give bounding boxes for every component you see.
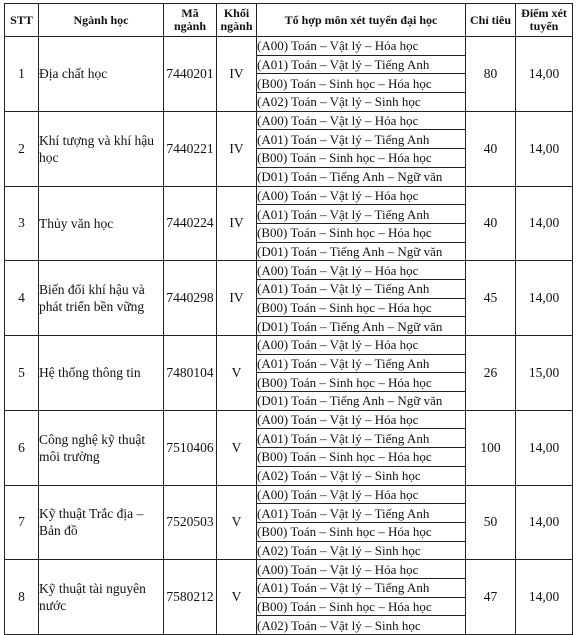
header-score: Điểm xét tuyển — [516, 4, 573, 37]
header-combos: Tổ hợp môn xét tuyển đại học — [257, 4, 466, 37]
row-group: V — [217, 560, 257, 635]
table-row — [5, 261, 573, 280]
row-combo: (A00) Toán – Vật lý – Hóa học — [257, 410, 466, 429]
row-group: V — [217, 336, 257, 411]
row-stt: 7 — [5, 485, 39, 560]
row-combo: (A02) Toán – Vật lý – Sinh học — [257, 93, 466, 112]
row-quota: 26 — [466, 336, 516, 411]
row-combo: (D01) Toán – Tiếng Anh – Ngữ văn — [257, 392, 466, 411]
row-combo: (B00) Toán – Sinh học – Hóa học — [257, 448, 466, 467]
row-score: 14,00 — [516, 261, 573, 336]
row-code: 7440298 — [164, 261, 217, 336]
row-combo: (A01) Toán – Vật lý – Tiếng Anh — [257, 504, 466, 523]
row-combo: (A01) Toán – Vật lý – Tiếng Anh — [257, 429, 466, 448]
header-major: Ngành học — [39, 4, 164, 37]
header-group: Khối ngành — [217, 4, 257, 37]
row-score: 14,00 — [516, 410, 573, 485]
row-group: IV — [217, 186, 257, 261]
row-combo: (D01) Toán – Tiếng Anh – Ngữ văn — [257, 242, 466, 261]
row-combo: (D01) Toán – Tiếng Anh – Ngữ văn — [257, 317, 466, 336]
row-major: Hệ thống thông tin — [39, 336, 164, 411]
row-combo: (A00) Toán – Vật lý – Hóa học — [257, 485, 466, 504]
row-combo: (B00) Toán – Sinh học – Hóa học — [257, 298, 466, 317]
row-score: 14,00 — [516, 37, 573, 112]
row-group: IV — [217, 37, 257, 112]
row-combo: (A00) Toán – Vật lý – Hóa học — [257, 186, 466, 205]
table-row — [5, 410, 573, 429]
row-code: 7440201 — [164, 37, 217, 112]
row-combo: (B00) Toán – Sinh học – Hóa học — [257, 522, 466, 541]
row-combo: (A02) Toán – Vật lý – Sinh học — [257, 616, 466, 635]
table-row — [5, 186, 573, 205]
row-combo: (A00) Toán – Vật lý – Hóa học — [257, 111, 466, 130]
row-code: 7440224 — [164, 186, 217, 261]
row-group: V — [217, 410, 257, 485]
row-combo: (B00) Toán – Sinh học – Hóa học — [257, 223, 466, 242]
row-stt: 1 — [5, 37, 39, 112]
row-stt: 2 — [5, 111, 39, 186]
row-combo: (A01) Toán – Vật lý – Tiếng Anh — [257, 578, 466, 597]
row-combo: (A01) Toán – Vật lý – Tiếng Anh — [257, 279, 466, 298]
header-stt: STT — [5, 4, 39, 37]
row-combo: (A01) Toán – Vật lý – Tiếng Anh — [257, 205, 466, 224]
row-stt: 4 — [5, 261, 39, 336]
table-row — [5, 37, 573, 56]
row-combo: (A00) Toán – Vật lý – Hóa học — [257, 37, 466, 56]
row-combo: (A00) Toán – Vật lý – Hóa học — [257, 336, 466, 355]
row-group: V — [217, 485, 257, 560]
row-combo: (A01) Toán – Vật lý – Tiếng Anh — [257, 354, 466, 373]
row-code: 7440221 — [164, 111, 217, 186]
row-combo: (D01) Toán – Tiếng Anh – Ngữ văn — [257, 167, 466, 186]
row-major: Biến đổi khí hậu và phát triển bền vững — [39, 261, 164, 336]
row-major: Thủy văn học — [39, 186, 164, 261]
row-combo: (B00) Toán – Sinh học – Hóa học — [257, 74, 466, 93]
row-combo: (B00) Toán – Sinh học – Hóa học — [257, 373, 466, 392]
row-combo: (A01) Toán – Vật lý – Tiếng Anh — [257, 130, 466, 149]
row-combo: (A00) Toán – Vật lý – Hóa học — [257, 560, 466, 579]
row-code: 7510406 — [164, 410, 217, 485]
row-combo: (A02) Toán – Vật lý – Sinh học — [257, 541, 466, 560]
header-row — [5, 4, 573, 37]
table-body — [5, 37, 573, 635]
row-quota: 40 — [466, 111, 516, 186]
row-group: IV — [217, 111, 257, 186]
table-row — [5, 485, 573, 504]
row-score: 14,00 — [516, 111, 573, 186]
row-score: 14,00 — [516, 485, 573, 560]
row-quota: 100 — [466, 410, 516, 485]
row-score: 14,00 — [516, 560, 573, 635]
row-combo: (A02) Toán – Vật lý – Sinh học — [257, 466, 466, 485]
row-quota: 80 — [466, 37, 516, 112]
table-row — [5, 111, 573, 130]
row-code: 7580212 — [164, 560, 217, 635]
row-group: IV — [217, 261, 257, 336]
header-quota: Chỉ tiêu — [466, 4, 516, 37]
row-combo: (A00) Toán – Vật lý – Hóa học — [257, 261, 466, 280]
row-stt: 6 — [5, 410, 39, 485]
row-major: Kỹ thuật Trắc địa – Bản đồ — [39, 485, 164, 560]
table-row — [5, 336, 573, 355]
row-code: 7520503 — [164, 485, 217, 560]
table-row — [5, 560, 573, 579]
row-score: 14,00 — [516, 186, 573, 261]
row-major: Khí tượng và khí hậu học — [39, 111, 164, 186]
row-major: Công nghệ kỹ thuật môi trường — [39, 410, 164, 485]
row-combo: (B00) Toán – Sinh học – Hóa học — [257, 597, 466, 616]
row-quota: 50 — [466, 485, 516, 560]
row-combo: (B00) Toán – Sinh học – Hóa học — [257, 149, 466, 168]
row-stt: 8 — [5, 560, 39, 635]
admission-table — [4, 3, 573, 635]
row-major: Kỹ thuật tài nguyên nước — [39, 560, 164, 635]
row-major: Địa chất học — [39, 37, 164, 112]
row-stt: 3 — [5, 186, 39, 261]
row-stt: 5 — [5, 336, 39, 411]
row-code: 7480104 — [164, 336, 217, 411]
row-quota: 40 — [466, 186, 516, 261]
header-code: Mã ngành — [164, 4, 217, 37]
row-score: 15,00 — [516, 336, 573, 411]
row-combo: (A01) Toán – Vật lý – Tiếng Anh — [257, 55, 466, 74]
row-quota: 45 — [466, 261, 516, 336]
row-quota: 47 — [466, 560, 516, 635]
